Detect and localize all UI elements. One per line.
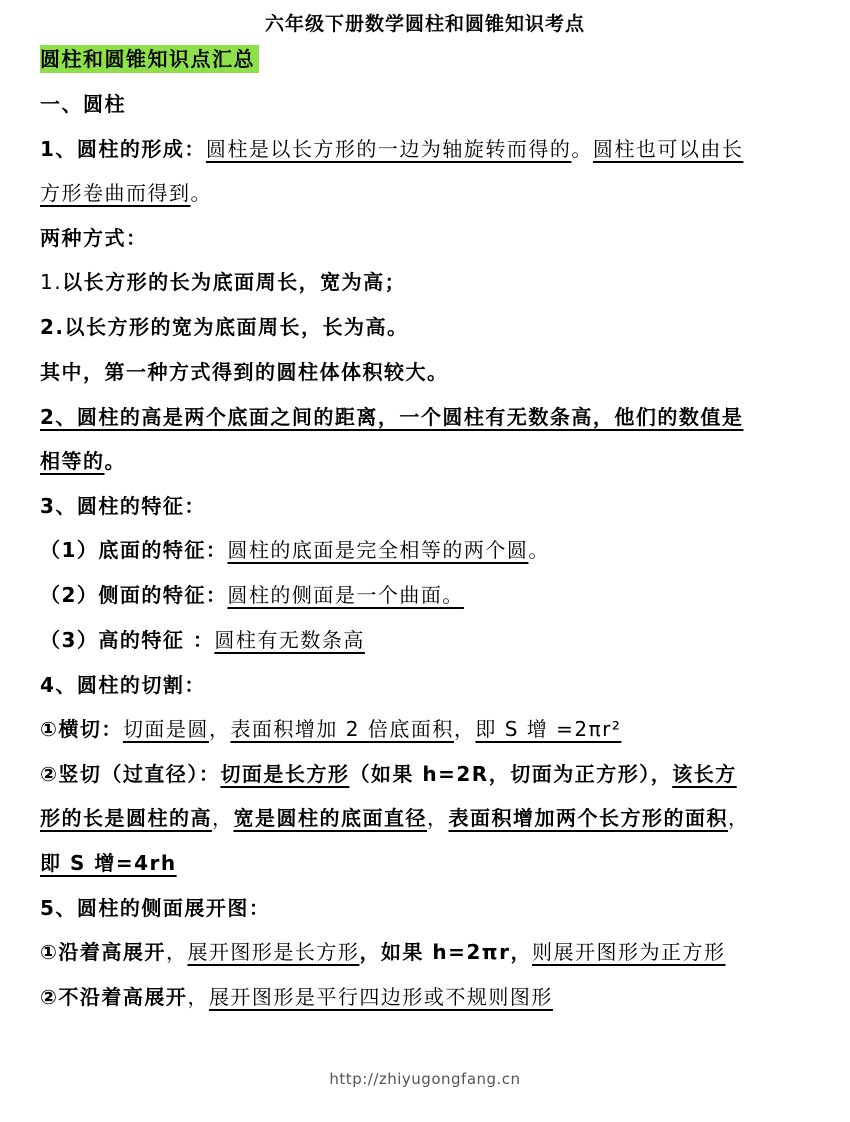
point-1-text-3: 方形卷曲而得到 (40, 181, 191, 205)
point-1-line-1 (40, 135, 820, 163)
way-note: 其中，第一种方式得到的圆柱体体积较大。 (40, 360, 449, 384)
cut-1-punct-1: ， (208, 717, 231, 741)
cut-2-punct-2: ， (427, 806, 449, 830)
cut-2-text-4: 形的长是圆柱的高 (40, 806, 212, 830)
cut-1-text-1: 切面是圆 (122, 717, 209, 741)
feature-1-punct: 。 (528, 538, 550, 562)
unfold-1-text-3: 则展开图形为正方形 (532, 940, 726, 964)
unfold-1-text-1: 展开图形是长方形 (187, 940, 360, 964)
unfold-2-punct: ， (187, 985, 209, 1009)
feature-3-label: （3）高的特征 ： (40, 628, 215, 652)
point-1-label: 1、圆柱的形成： (40, 137, 206, 161)
point-1-punct-2: 。 (190, 181, 212, 205)
cut-1-punct-2: ， (453, 717, 476, 741)
cut-2-text-6: 表面积增加两个长方形的面积 (448, 806, 728, 830)
point-2-line-2 (40, 447, 820, 475)
point-3-heading: 3、圆柱的特征： (40, 494, 206, 518)
feature-1-text: 圆柱的底面是完全相等的两个圆 (227, 538, 529, 562)
unfold-1 (40, 938, 820, 966)
feature-1 (40, 536, 820, 564)
cut-2-line-1 (40, 760, 820, 788)
unfold-2 (40, 983, 820, 1011)
point-2-text-2: 相等的 (40, 449, 105, 473)
cut-2-punct-1: ， (212, 806, 234, 830)
point-4-heading: 4、圆柱的切割： (40, 673, 206, 697)
feature-2-text: 圆柱的侧面是一个曲面。 (227, 583, 464, 607)
way-1-text: 以长方形的长为底面周长，宽为高； (62, 270, 407, 294)
point-2-text: 2、圆柱的高是两个底面之间的距离，一个圆柱有无数条高，他们的数值是 (40, 405, 744, 429)
cut-2-formula: 即 S 增=4rh (40, 851, 177, 875)
point-1-text-2: 圆柱也可以由长 (592, 137, 744, 161)
cut-2-line-2 (40, 804, 820, 832)
unfold-1-punct: ， (165, 940, 188, 964)
two-ways-heading: 两种方式： (40, 226, 148, 250)
feature-3 (40, 626, 820, 654)
cut-2-text-5: 宽是圆柱的底面直径 (233, 806, 427, 830)
unfold-2-text: 展开图形是平行四边形或不规则图形 (208, 985, 553, 1009)
cut-1 (40, 715, 820, 743)
page-title: 六年级下册数学圆柱和圆锥知识考点 (264, 13, 585, 35)
cut-1-label: ①横切： (40, 717, 123, 741)
section-heading-line (40, 45, 820, 73)
point-2-line-1 (40, 403, 820, 431)
feature-2 (40, 581, 820, 609)
cut-1-text-2: 表面积增加 2 倍底面积 (230, 717, 454, 741)
feature-1-label: （1）底面的特征： (40, 538, 228, 562)
cut-2-line-3 (40, 849, 820, 877)
cut-2-label: ②竖切（过直径）： (40, 762, 221, 786)
heading-cylinder: 一、圆柱 (40, 92, 126, 116)
point-1-line-2 (40, 179, 820, 207)
feature-2-label: （2）侧面的特征： (40, 583, 228, 607)
feature-3-text: 圆柱有无数条高 (214, 628, 365, 652)
point-5-heading: 5、圆柱的侧面展开图： (40, 896, 271, 920)
cut-2-text-2: （如果 h=2R，切面为正方形）， (349, 762, 673, 786)
cut-2-text-3: 该长方 (672, 762, 737, 786)
section-heading: 圆柱和圆锥知识点汇总 (40, 45, 259, 73)
unfold-1-label: ①沿着高展开 (40, 940, 166, 964)
point-2-punct: 。 (104, 449, 126, 473)
point-1-text: 圆柱是以长方形的一边为轴旋转而得的 (205, 137, 572, 161)
way-1 (40, 268, 820, 296)
cut-2-text-1: 切面是长方形 (220, 762, 350, 786)
way-2: 2.以长方形的宽为底面周长，长为高。 (40, 315, 409, 339)
cut-2-punct-3: ， (728, 806, 750, 830)
way-1-number: 1. (40, 270, 63, 294)
footer-url: http://zhiyugongfang.cn (329, 1070, 521, 1088)
unfold-2-label: ②不沿着高展开 (40, 985, 188, 1009)
cut-1-formula: 即 S 增 =2πr² (475, 717, 622, 741)
unfold-1-text-2: ，如果 h=2πr， (359, 940, 532, 964)
point-1-punct: 。 (571, 137, 593, 161)
